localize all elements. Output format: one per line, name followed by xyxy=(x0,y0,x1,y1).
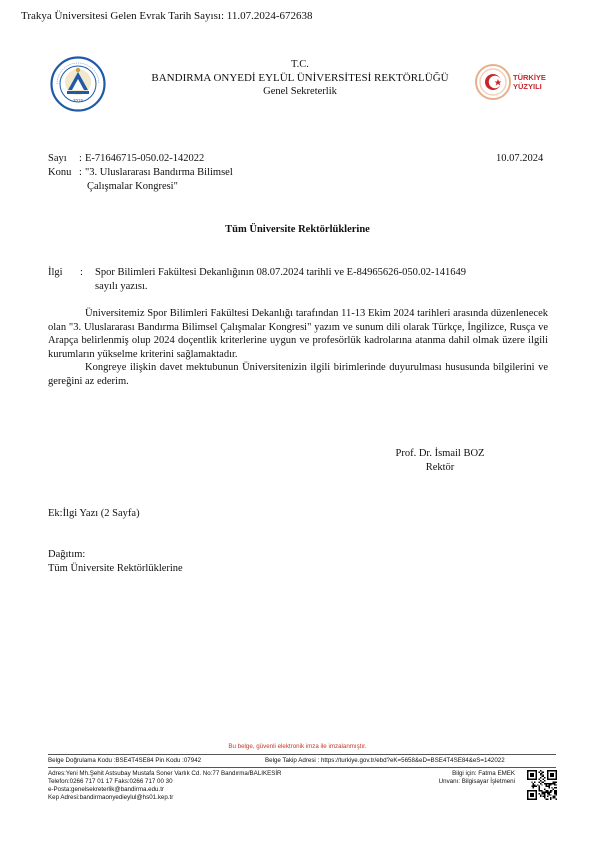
body-paragraph-2: Kongreye ilişkin davet mektubunun Üniversitenizin ilgili birimlerinde duyurulması hususunda bilgilerini ve gereğini az ederim. xyxy=(48,362,548,387)
university-logo xyxy=(50,56,106,112)
document-date: 10.07.2024 xyxy=(496,153,544,164)
ilgi-line-1: Spor Bilimleri Fakültesi Dekanlığının 08.07.2024 tarihli ve E-84965626-050.02-141649 xyxy=(95,267,466,278)
verify-code: Belge Doğrulama Kodu :BSE4T4SE84 Pin Kodu :07942 xyxy=(48,757,202,764)
turkiye-text: TÜRKİYE xyxy=(513,73,546,82)
letterhead xyxy=(110,58,490,99)
signature-block xyxy=(370,447,510,474)
footer-phone: Telefon:0266 717 01 17 Faks:0266 717 00 30 xyxy=(48,778,173,785)
sayi-value: E-71646715-050.02-142022 xyxy=(85,153,205,164)
sayi-label: Sayı xyxy=(48,153,67,164)
ilgi-line-2: sayılı yazısı. xyxy=(95,281,148,292)
distribution-value: Tüm Üniversite Rektörlüklerine xyxy=(48,563,183,574)
footer-divider-bottom xyxy=(48,767,556,768)
signatory-title: Rektör xyxy=(425,461,455,473)
ilgi-label: İlgi xyxy=(48,267,63,278)
ilgi-colon: : xyxy=(80,267,83,278)
logo-year: 2015 xyxy=(72,98,84,103)
distribution-label: Dağıtım: xyxy=(48,549,86,560)
header-tc: T.C. xyxy=(291,59,309,70)
info-title: Unvanı: Bilgisayar İşletmeni xyxy=(438,778,515,785)
footer-email[interactable]: e-Posta:genelsekreterlik@bandirma.edu.tr xyxy=(48,786,164,793)
konu-colon: : xyxy=(79,167,82,178)
body-paragraph-1: Üniversitemiz Spor Bilimleri Fakültesi Dekanlığı tarafından 11-13 Ekim 2024 tarihleri arasında düzenlenecek olan "3. Uluslararası Bandırma Bilimsel Çalışmalar Kongresi" yazım ve sunum dili olarak Türkçe, İngilizce, Rusça ve Arapça belirlenmiş olup 2024 doçentlik kriterlerine uygun ve profesörlük kadrolarına atanma dahil olmak üzere ilgili kurumların yükselme kriterini sağlamaktadır. xyxy=(48,308,548,360)
konu-line-2: Çalışmalar Kongresi" xyxy=(87,181,178,192)
letter-body xyxy=(48,307,548,388)
turkiye-yuzyili-logo xyxy=(473,62,563,102)
addressee: Tüm Üniversite Rektörlüklerine xyxy=(225,224,370,235)
info-contact: Bilgi için: Fatma EMEK xyxy=(452,770,515,777)
yuzyili-text: YÜZYILI xyxy=(513,82,542,91)
footer-kep[interactable]: Kep Adresi:bandirmaonyedieylul@hs01.kep.tr xyxy=(48,794,174,801)
sayi-colon: : xyxy=(79,153,82,164)
esign-note: Bu belge, güvenli elektronik imza ile imzalanmıştır. xyxy=(228,743,367,750)
signatory-name: Prof. Dr. İsmail BOZ xyxy=(395,448,485,459)
qr-code xyxy=(527,770,557,800)
konu-line-1: "3. Uluslararası Bandırma Bilimsel xyxy=(85,167,233,178)
header-unit: Genel Sekreterlik xyxy=(263,86,337,97)
footer-address: Adres:Yeni Mh.Şehit Astsubay Mustafa Soner Varlık Cd. No:77 Bandırma/BALIKESİR xyxy=(48,770,282,777)
incoming-stamp: Trakya Üniversitesi Gelen Evrak Tarih Sayısı: 11.07.2024-672638 xyxy=(21,10,313,22)
footer-divider-top xyxy=(48,754,556,755)
tracking-link[interactable]: Belge Takip Adresi : https://turkiye.gov.tr/ebd?eK=5658&eD=BSE4T4SE84&eS=142022 xyxy=(265,757,505,764)
konu-label: Konu xyxy=(48,167,72,178)
attachment-note: Ek:İlgi Yazı (2 Sayfa) xyxy=(48,508,140,519)
header-institution: BANDIRMA ONYEDİ EYLÜL ÜNİVERSİTESİ REKTÖRLÜĞÜ xyxy=(151,71,449,84)
